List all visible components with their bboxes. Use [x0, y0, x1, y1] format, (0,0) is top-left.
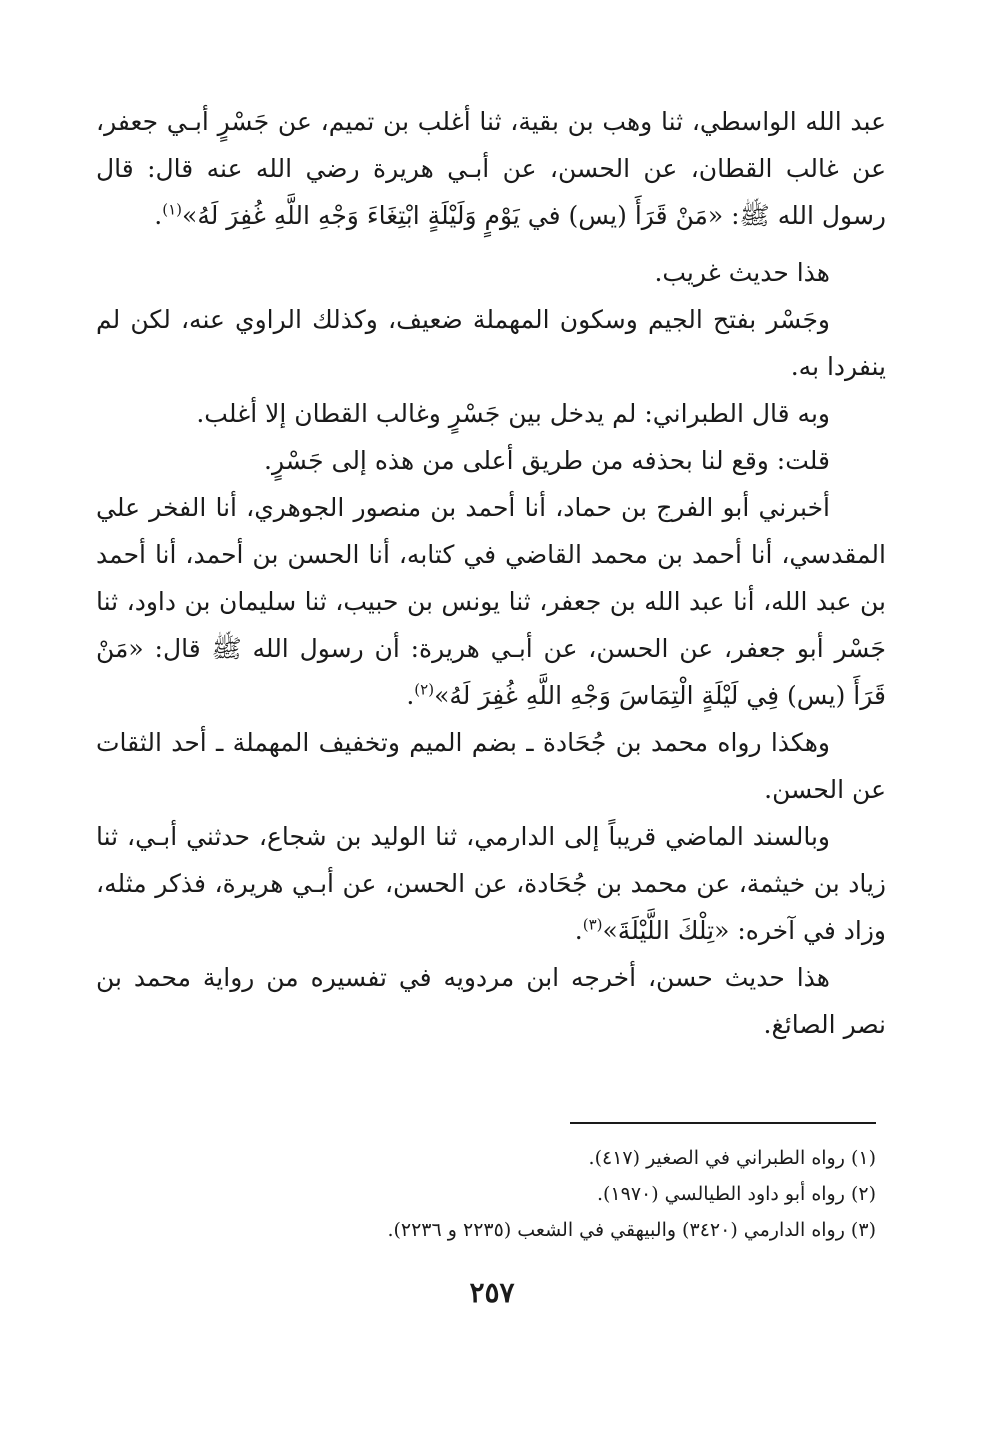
footnotes: [96, 1140, 876, 1248]
paragraph-3: وجَسْر بفتح الجيم وسكون المهملة ضعيف، وكذلك الراوي عنه، لكن لم ينفردا به.: [96, 305, 886, 381]
paragraph-1-text: عبد الله الواسطي، ثنا وهب بن بقية، ثنا أغلب بن تميم، عن جَسْرٍ أبـي جعفر، عن غالب القطان، عن الحسن، عن أبـي هريرة رضي الله عنه قال: قال رسول الله ﷺ: «مَنْ قَرَأَ (يس) في يَوْمٍ وَلَيْلَةٍ ابْتِغَاءَ وَجْهِ اللَّهِ غُفِرَ لَهُ»: [96, 107, 886, 230]
paragraph-9: هذا حديث حسن، أخرجه ابن مردويه في تفسيره من رواية محمد بن نصر الصائغ.: [96, 963, 886, 1039]
footnote-1: (١) رواه الطبراني في الصغير (٤١٧).: [588, 1147, 876, 1169]
footnote-ref-1[interactable]: (١): [162, 200, 183, 219]
footnote-ref-2[interactable]: (٢): [414, 680, 435, 699]
paragraph-8-end: .: [574, 916, 583, 945]
paragraph-5: قلت: وقع لنا بحذفه من طريق أعلى من هذه إلى جَسْرٍ.: [264, 446, 830, 475]
paragraph-1-end: .: [154, 201, 163, 230]
page-number: ٢٥٧: [469, 1276, 515, 1309]
paragraph-6-end: .: [406, 681, 415, 710]
paragraph-4: وبه قال الطبراني: لم يدخل بين جَسْرٍ وغالب القطان إلا أغلب.: [196, 399, 830, 428]
paragraph-1: [96, 98, 886, 239]
main-text: [96, 98, 886, 1048]
paragraph-7: وهكذا رواه محمد بن جُحَادة ـ بضم الميم وتخفيف المهملة ـ أحد الثقات عن الحسن.: [96, 728, 886, 804]
paragraph-6-text: أخبرني أبو الفرج بن حماد، أنا أحمد بن منصور الجوهري، أنا الفخر علي المقدسي، أنا أحمد بن محمد القاضي في كتابه، أنا الحسن بن أحمد، أنا أحمد بن عبد الله، أنا عبد الله بن جعفر، ثنا يونس بن حبيب، ثنا سليمان بن داود، ثنا جَسْر أبو جعفر، عن الحسن، عن أبـي هريرة: أن رسول الله ﷺ قال: «مَنْ قَرَأَ (يس) فِي لَيْلَةٍ الْتِمَاسَ وَجْهِ اللَّهِ غُفِرَ لَهُ»: [96, 493, 886, 710]
paragraph-6: [96, 484, 886, 719]
footnote-3: (٣) رواه الدارمي (٣٤٢٠) والبيهقي في الشعب (٢٢٣٥ و ٢٢٣٦).: [387, 1219, 876, 1241]
footnote-2: (٢) رواه أبو داود الطيالسي (١٩٧٠).: [596, 1183, 876, 1205]
paragraph-2: هذا حديث غريب.: [654, 258, 830, 287]
footnote-divider: [570, 1122, 876, 1124]
footnote-ref-3[interactable]: (٣): [582, 915, 603, 934]
paragraph-8: [96, 813, 886, 954]
paragraph-8-text: وبالسند الماضي قريباً إلى الدارمي، ثنا الوليد بن شجاع، حدثني أبـي، ثنا زياد بن خيثمة، عن محمد بن جُحَادة، عن الحسن، عن أبـي هريرة، فذكر مثله، وزاد في آخره: «تِلْكَ اللَّيْلَةَ»: [96, 822, 886, 945]
